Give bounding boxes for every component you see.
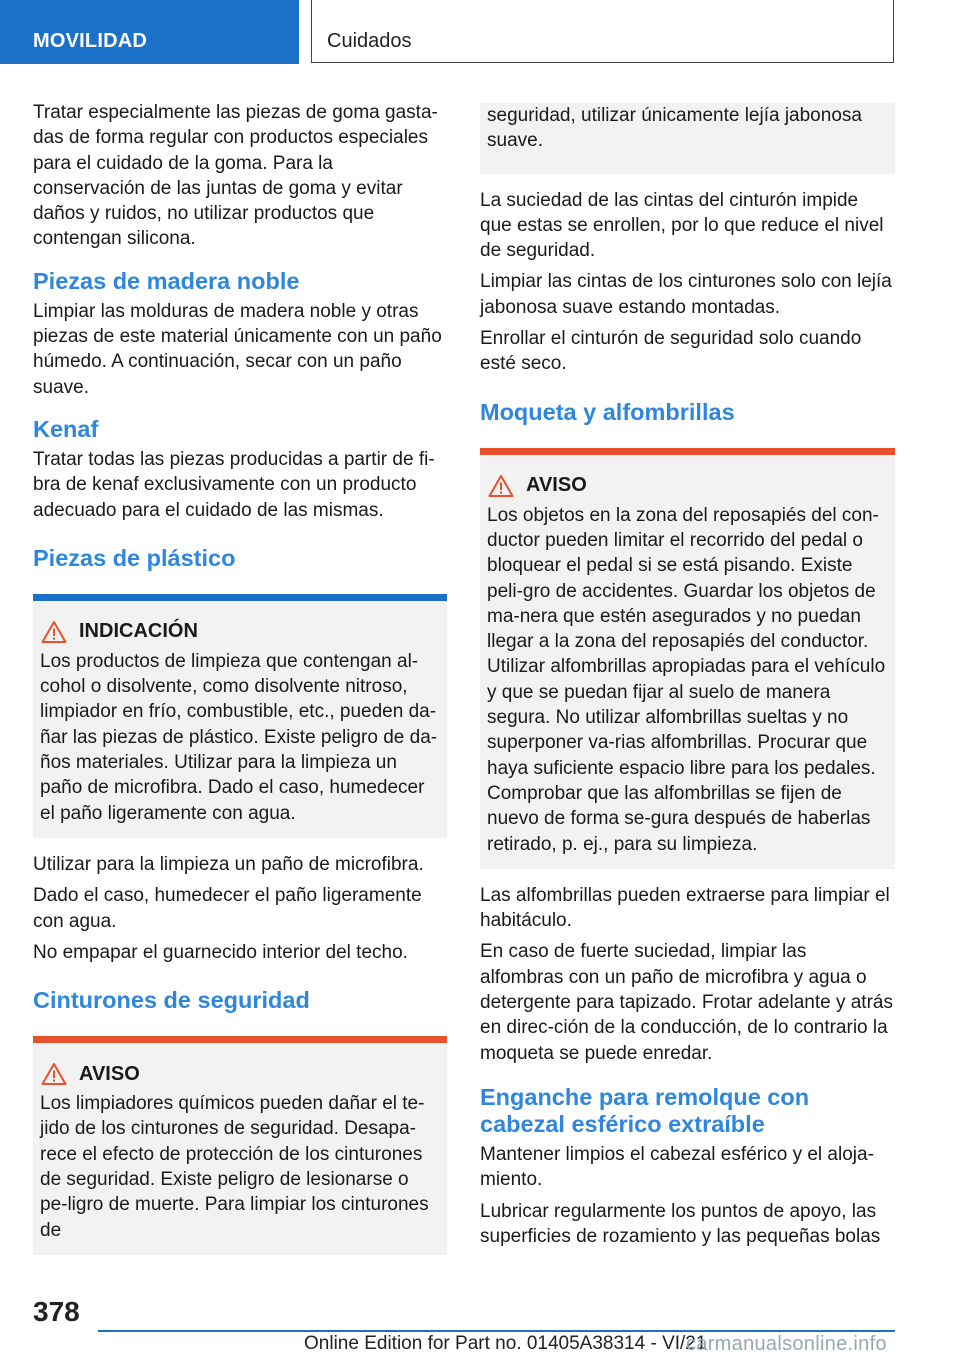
heading-moqueta: Moqueta y alfombrillas — [480, 398, 735, 425]
page-number: 378 — [33, 1296, 80, 1327]
warning-box-cinturones — [33, 1036, 447, 1255]
heading-madera: Piezas de madera noble — [33, 267, 300, 294]
note-box-plastico — [33, 594, 447, 838]
intro-paragraph: Tratar especialmente las piezas de goma gasta-das de forma regular con productos especiales para el cuidado de la goma. Para la conservación de las juntas de goma y evitar daños y ruidos, no utilizar productos que contengan silicona. — [33, 102, 438, 250]
plastico-paragraph-2: Dado el caso, humedecer el paño ligeramente con agua. — [33, 885, 422, 932]
cinturon-paragraph-2: Limpiar las cintas de los cinturones solo con lejía jabonosa suave estando montadas. — [480, 271, 892, 318]
warning-text: Los objetos en la zona del reposapiés del con-ductor pueden limitar el recorrido del pedal o bloquear el pedal si se está pisando. Existe peli-gro de accidentes. Guardar los objetos de ma-nera que estén asegurados y no puedan llegar a la zona del reposapiés del conductor. Utilizar alfombrillas apropiadas para el vehículo y que se puedan fijar al suelo de manera segura. No utilizar alfombrillas sueltas y no superponer va-rias alfombrillas. Procurar que haya suficiente espacio libre para los pedales. Comprobar que las alfombrillas se fijen de nuevo de forma se-gura después de haberlas retirado, p. ej., para su limpieza. — [487, 504, 886, 855]
left-column — [33, 100, 447, 1269]
warning-box-continuation — [480, 103, 895, 174]
heading-plastico: Piezas de plástico — [33, 544, 236, 571]
enganche-paragraph-2: Lubricar regularmente los puntos de apoyo, las superficies de rozamiento y las pequeñas bolas — [480, 1200, 881, 1247]
note-text: Los productos de limpieza que contengan al-cohol o disolvente, como disolvente nitroso, limpiador en frío, combustible, etc., pueden da-ñar las piezas de plástico. Existe peligro de da-ños materiales. Utilizar para la limpieza un paño de microfibra. Dado el caso, humedecer el paño ligeramente con agua. — [40, 650, 438, 824]
right-column — [480, 103, 895, 1255]
warning-triangle-icon — [41, 620, 67, 644]
kenaf-paragraph: Tratar todas las piezas producidas a partir de fi-bra de kenaf exclusivamente con un producto adecuado para el cuidado de las mismas. — [33, 448, 435, 521]
heading-enganche: Enganche para remolque con cabezal esférico extraíble — [480, 1083, 810, 1137]
edition-footer: Online Edition for Part no. 01405A38314 - VI/21 — [304, 1333, 707, 1354]
moqueta-paragraph-2: En caso de fuerte suciedad, limpiar las alfombras con un paño de microfibra y agua o detergente para tapizado. Frotar adelante y atrás en direc-ción de la conducción, de lo contrario la moqueta se puede enredar. — [480, 941, 893, 1064]
watermark: carmanualsonline.info — [686, 1333, 887, 1355]
warning-title: AVISO — [79, 1062, 140, 1085]
warning-continuation-text: seguridad, utilizar únicamente lejía jabonosa suave. — [487, 105, 862, 152]
warning-box-moqueta — [480, 448, 895, 869]
warning-triangle-icon — [488, 474, 514, 498]
warning-text: Los limpiadores químicos pueden dañar el te-jido de los cinturones de seguridad. Desapa-rece el efecto de protección de los cinturones de seguridad. Existe peligro de lesionarse o pe-ligro de muerte. Para limpiar los cinturones de — [40, 1093, 429, 1241]
enganche-paragraph-1: Mantener limpios el cabezal esférico y el aloja-miento. — [480, 1143, 874, 1191]
chapter-tab — [311, 0, 894, 63]
warning-triangle-icon — [41, 1062, 67, 1086]
section-title: MOVILIDAD — [33, 30, 148, 52]
moqueta-paragraph-1: Las alfombrillas pueden extraerse para limpiar el habitáculo. — [480, 884, 890, 932]
plastico-paragraph-1: Utilizar para la limpieza un paño de microfibra. — [33, 853, 424, 875]
heading-cinturones: Cinturones de seguridad — [33, 987, 310, 1014]
chapter-title: Cuidados — [327, 30, 412, 52]
cinturon-paragraph-1: La suciedad de las cintas del cinturón impide que estas se enrollen, por lo que reduce el nivel de seguridad. — [480, 189, 884, 262]
section-tab — [0, 0, 299, 64]
plastico-paragraph-3: No empapar el guarnecido interior del techo. — [33, 941, 408, 963]
cinturon-paragraph-3: Enrollar el cinturón de seguridad solo cuando esté seco. — [480, 328, 862, 375]
footer-divider — [98, 1330, 895, 1332]
warning-title: AVISO — [526, 474, 587, 497]
heading-kenaf: Kenaf — [33, 415, 99, 442]
note-title: INDICACIÓN — [79, 620, 198, 643]
madera-paragraph: Limpiar las molduras de madera noble y otras piezas de este material únicamente con un paño húmedo. A continuación, secar con un paño suave. — [33, 300, 442, 398]
